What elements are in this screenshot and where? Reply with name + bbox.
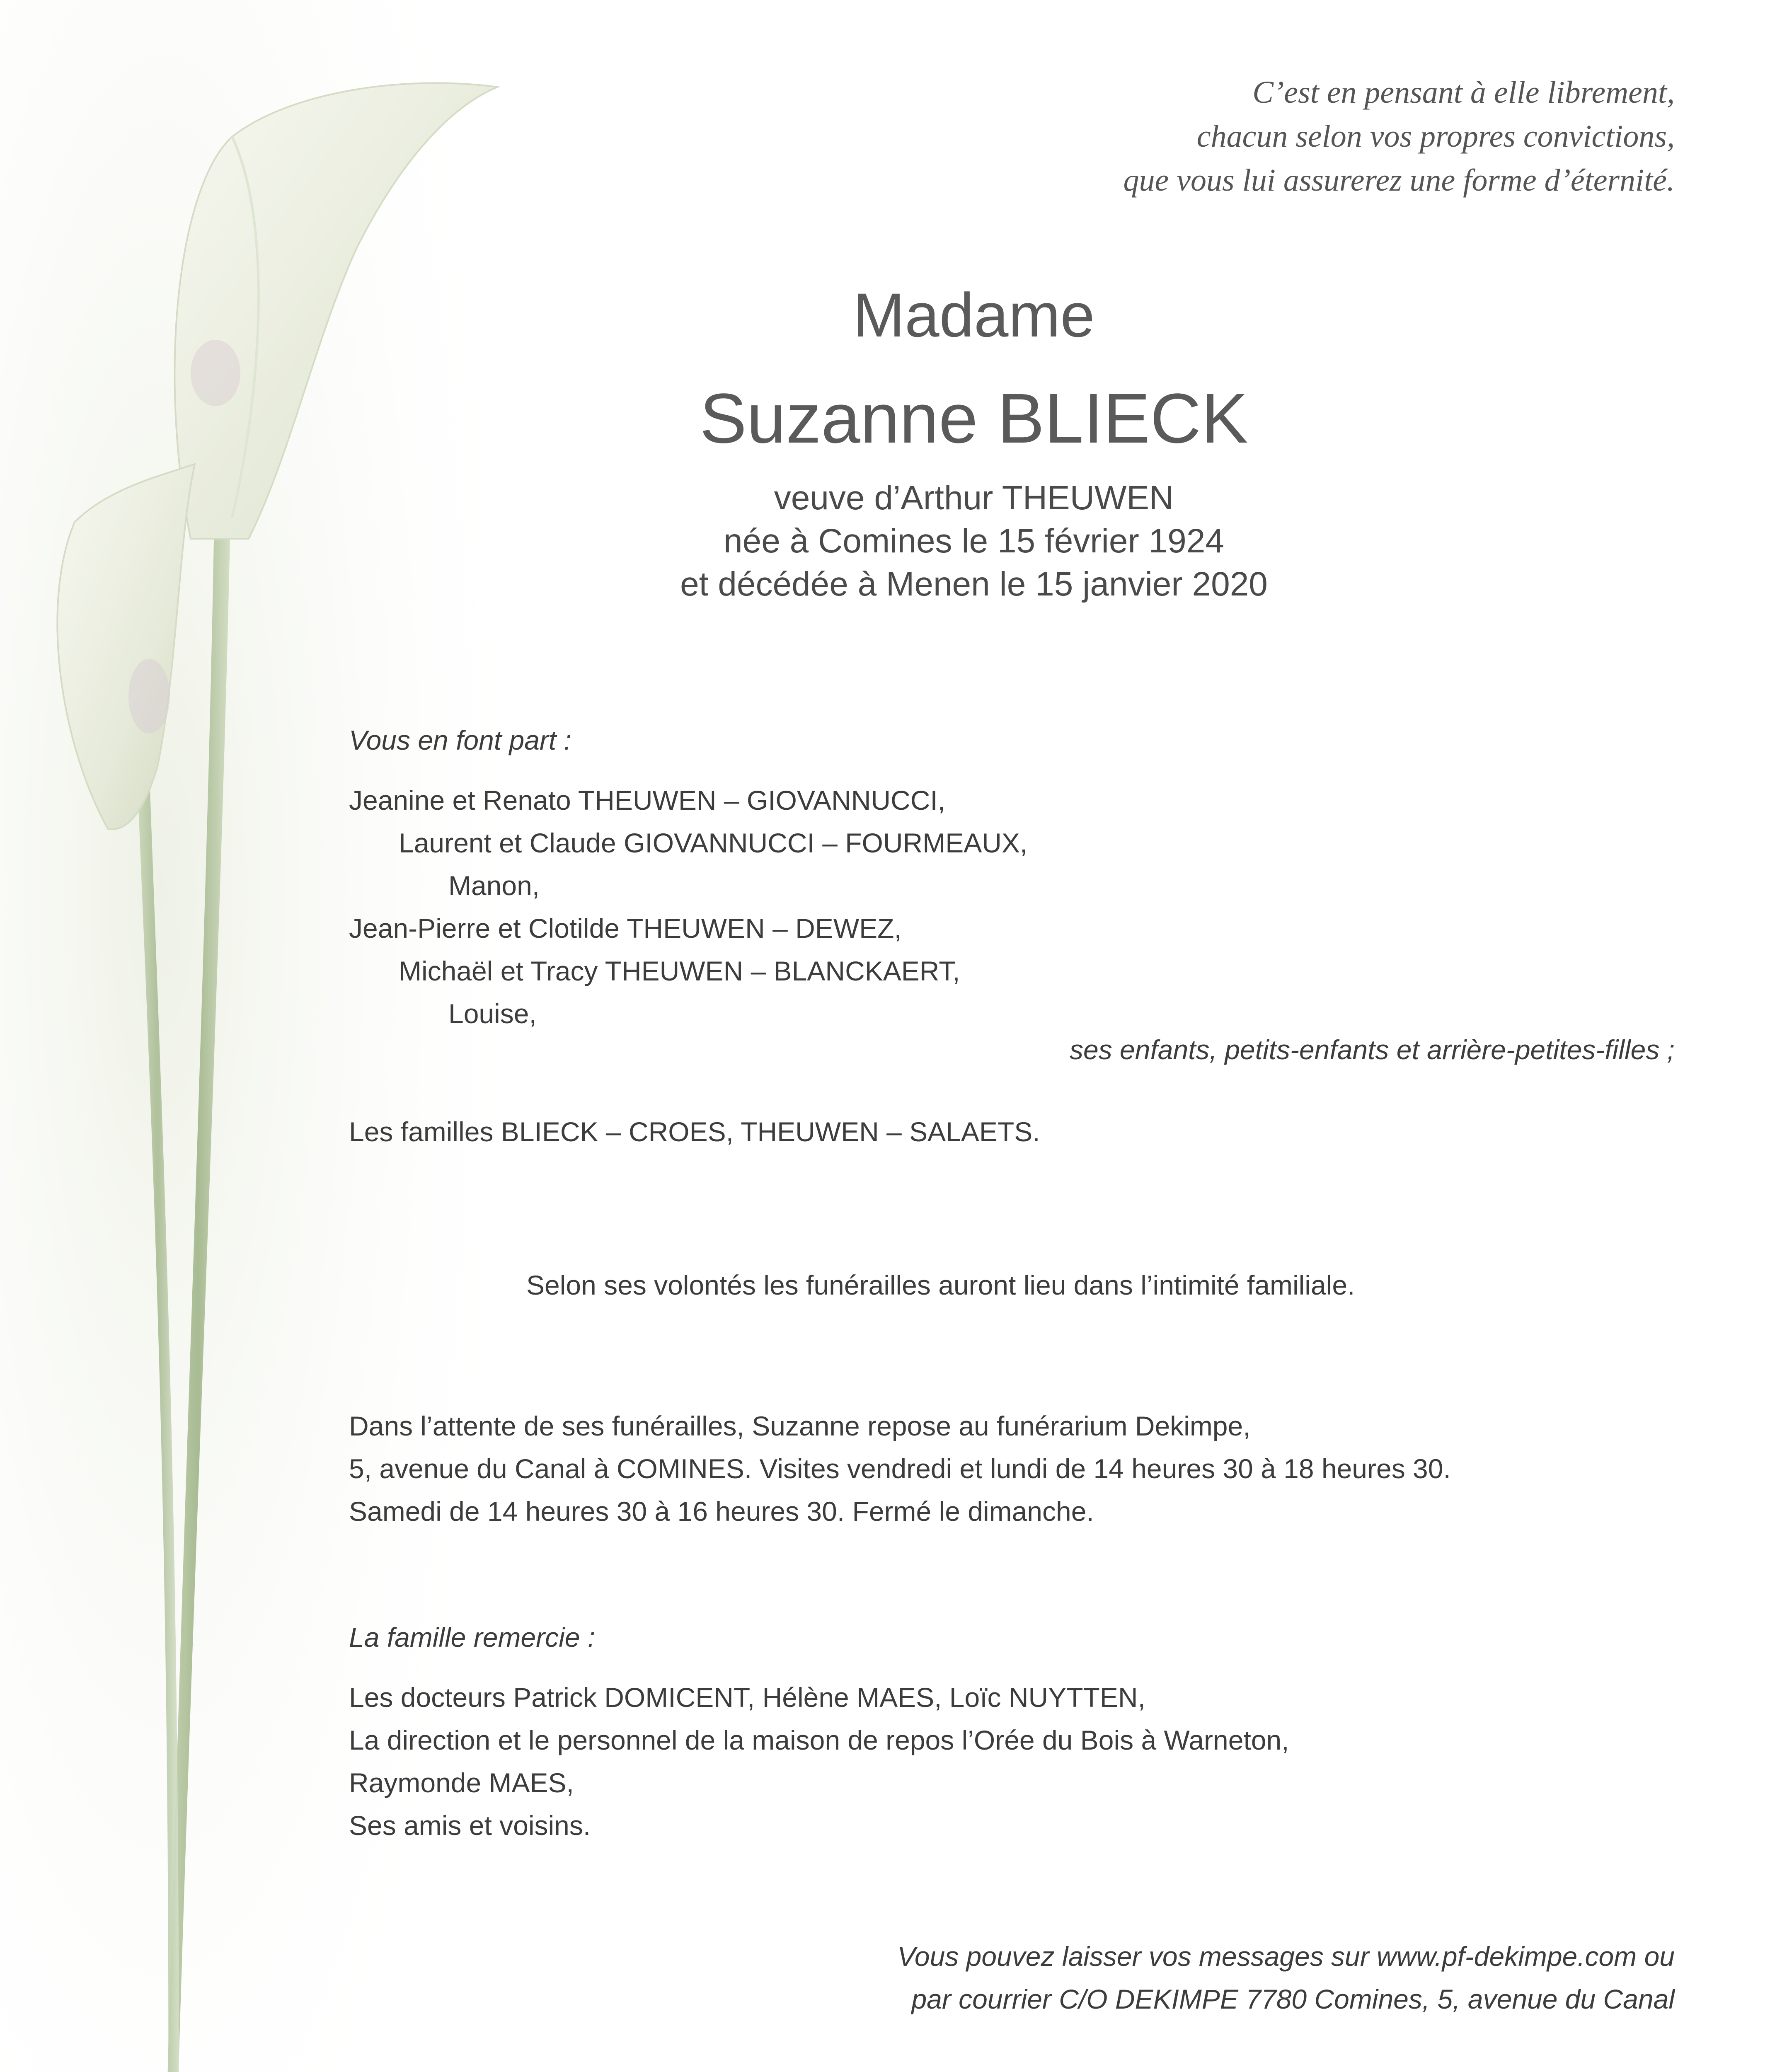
deceased-details <box>613 477 1334 606</box>
family-line: Laurent et Claude GIOVANNUCCI – FOURMEAUX, <box>399 828 1028 858</box>
death-line: et décédée à Menen le 15 janvier 2020 <box>680 565 1268 603</box>
epigraph <box>722 70 1675 202</box>
thanks-line: La direction et le personnel de la maison de repos l’Orée du Bois à Warneton, <box>349 1725 1289 1755</box>
messages-line: par courrier C/O DEKIMPE 7780 Comines, 5, avenue du Canal <box>911 1984 1675 2014</box>
thanks-line: Ses amis et voisins. <box>349 1810 591 1841</box>
announcers-intro: Vous en font part : <box>349 725 571 755</box>
family-line: Manon, <box>448 870 540 901</box>
birth-line: née à Comines le 15 février 1924 <box>724 522 1224 560</box>
thanks-intro: La famille remercie : <box>349 1622 596 1653</box>
family-line: Jean-Pierre et Clotilde THEUWEN – DEWEZ, <box>349 913 902 944</box>
thanks-list <box>349 1676 1289 1847</box>
messages-line: Vous pouvez laisser vos messages sur www.pf-dekimpe.com ou <box>897 1941 1675 1972</box>
epigraph-line: chacun selon vos propres convictions, <box>1196 119 1675 154</box>
visitation-line: 5, avenue du Canal à COMINES. Visites vendredi et lundi de 14 heures 30 à 18 heures 30. <box>349 1453 1451 1484</box>
family-list <box>349 779 1027 1035</box>
epigraph-line: que vous lui assurerez une forme d’éternité. <box>1123 163 1675 198</box>
thanks-line: Les docteurs Patrick DOMICENT, Hélène MAES, Loïc NUYTTEN, <box>349 1682 1145 1713</box>
family-relation: ses enfants, petits-enfants et arrière-petites-filles ; <box>1070 1034 1675 1065</box>
deceased-name: Suzanne BLIECK <box>700 379 1248 458</box>
families-line: Les familles BLIECK – CROES, THEUWEN – SALAETS. <box>349 1116 1040 1147</box>
messages-note <box>897 1935 1675 2021</box>
family-line: Jeanine et Renato THEUWEN – GIOVANNUCCI, <box>349 785 946 816</box>
family-line: Michaël et Tracy THEUWEN – BLANCKAERT, <box>399 956 960 986</box>
epigraph-line: C’est en pensant à elle librement, <box>1252 75 1675 110</box>
salutation: Madame <box>853 280 1095 350</box>
visitation-line: Dans l’attente de ses funérailles, Suzanne repose au funérarium Dekimpe, <box>349 1411 1251 1441</box>
visitation-info <box>349 1405 1451 1533</box>
funeral-note: Selon ses volontés les funérailles auront lieu dans l’intimité familiale. <box>526 1270 1355 1300</box>
family-line: Louise, <box>448 998 537 1029</box>
thanks-line: Raymonde MAES, <box>349 1767 574 1798</box>
widow-of: veuve d’Arthur THEUWEN <box>774 479 1174 517</box>
visitation-line: Samedi de 14 heures 30 à 16 heures 30. Fermé le dimanche. <box>349 1496 1094 1527</box>
